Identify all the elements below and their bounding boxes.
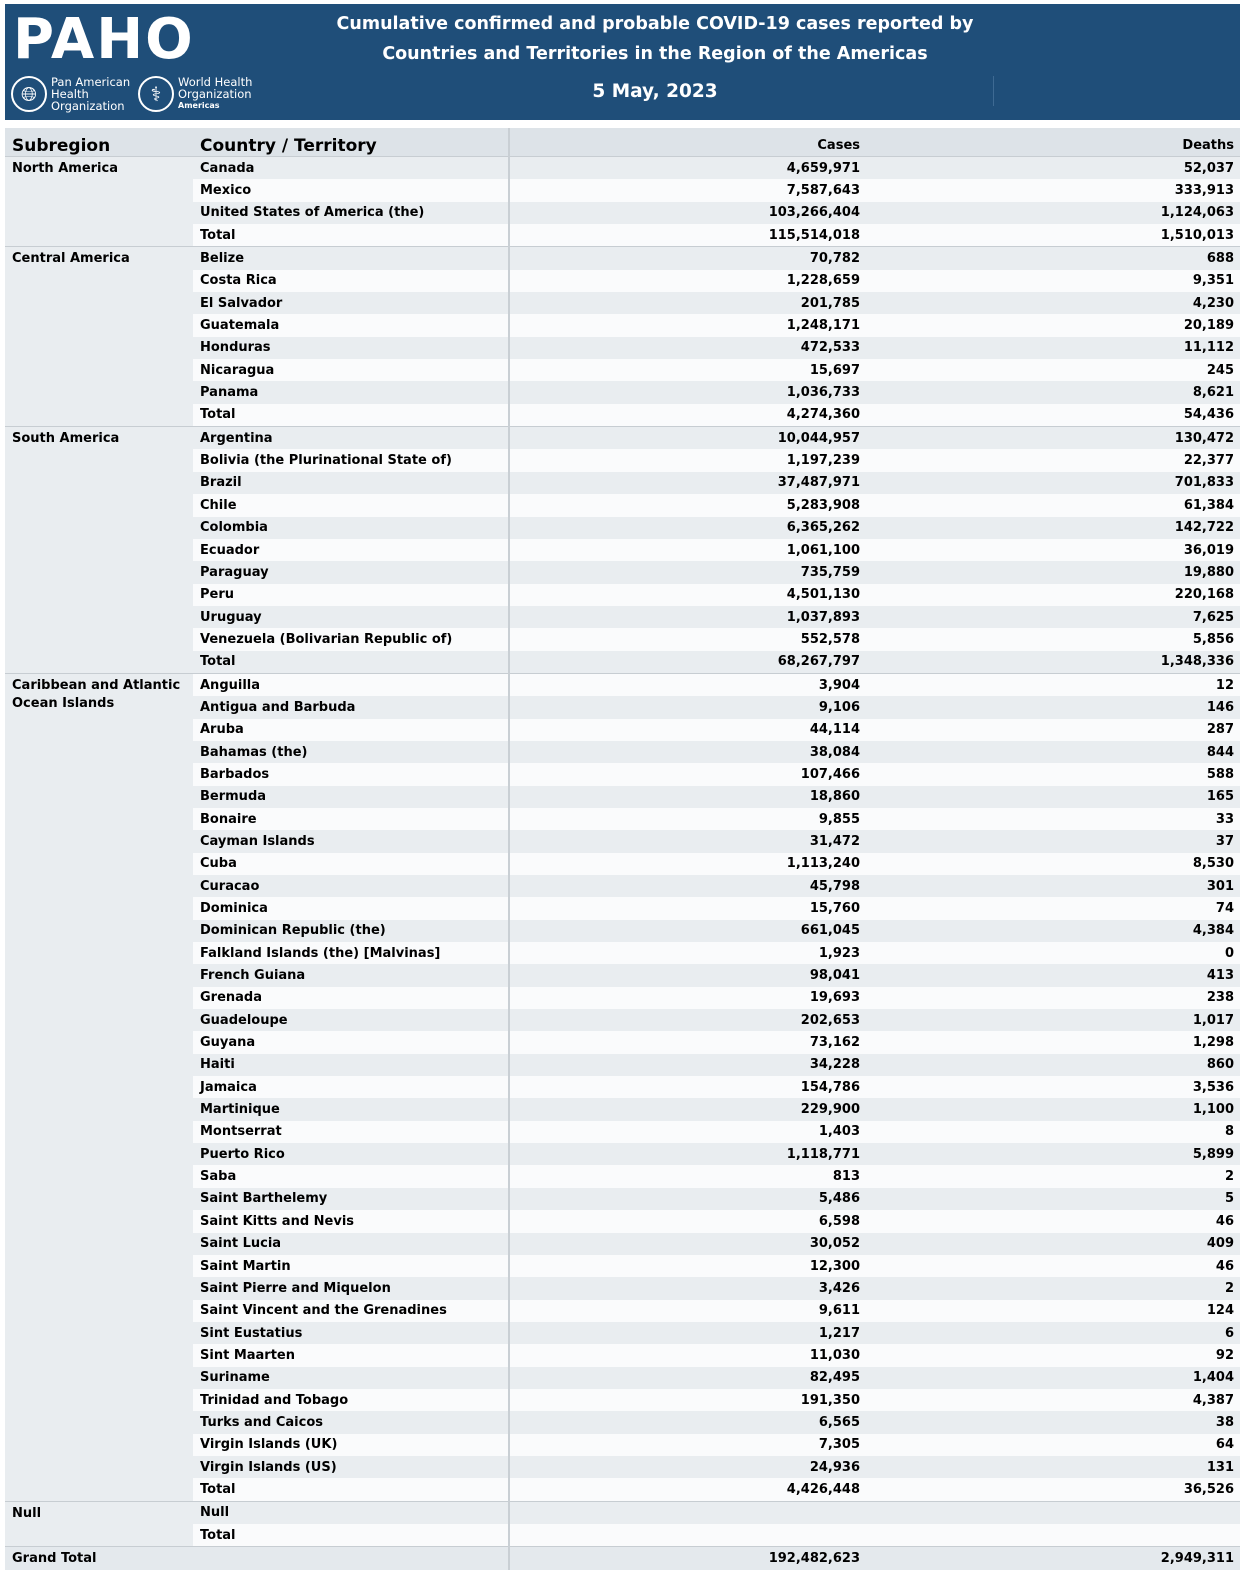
cases-cell: 4,659,971 bbox=[509, 157, 866, 180]
deaths-cell bbox=[866, 1524, 1240, 1547]
country-cell: Belize bbox=[193, 247, 509, 270]
country-cell: Jamaica bbox=[193, 1076, 509, 1098]
country-cell: Uruguay bbox=[193, 606, 509, 628]
country-cell: Turks and Caicos bbox=[193, 1411, 509, 1433]
cases-cell: 1,061,100 bbox=[509, 539, 866, 561]
country-cell: United States of America (the) bbox=[193, 202, 509, 224]
report-title-line2: Countries and Territories in the Region of the Americas bbox=[382, 44, 928, 64]
paho-org-mark bbox=[11, 76, 130, 112]
cases-cell bbox=[509, 1524, 866, 1547]
cases-cell: 9,611 bbox=[509, 1300, 866, 1322]
cases-cell: 191,350 bbox=[509, 1389, 866, 1411]
country-cell: Brazil bbox=[193, 472, 509, 494]
deaths-cell: 5,899 bbox=[866, 1143, 1240, 1165]
deaths-cell: 413 bbox=[866, 964, 1240, 986]
col-header-country[interactable]: Country / Territory bbox=[193, 128, 509, 157]
deaths-cell: 165 bbox=[866, 786, 1240, 808]
who-emblem-icon: ⚕︎ bbox=[138, 76, 174, 112]
country-cell: Barbados bbox=[193, 763, 509, 785]
cases-cell: 1,118,771 bbox=[509, 1143, 866, 1165]
deaths-cell: 146 bbox=[866, 696, 1240, 718]
deaths-cell: 1,017 bbox=[866, 1009, 1240, 1031]
country-cell: Bermuda bbox=[193, 786, 509, 808]
deaths-cell: 9,351 bbox=[866, 270, 1240, 292]
grand-total-label: Grand Total bbox=[5, 1547, 509, 1570]
deaths-cell: 54,436 bbox=[866, 404, 1240, 427]
cases-cell: 31,472 bbox=[509, 830, 866, 852]
cases-cell: 15,760 bbox=[509, 897, 866, 919]
cases-cell: 15,697 bbox=[509, 359, 866, 381]
country-cell: Bonaire bbox=[193, 808, 509, 830]
country-cell: Antigua and Barbuda bbox=[193, 696, 509, 718]
country-cell: Dominican Republic (the) bbox=[193, 920, 509, 942]
cases-cell: 1,217 bbox=[509, 1322, 866, 1344]
cases-cell: 7,587,643 bbox=[509, 179, 866, 201]
country-cell: Curacao bbox=[193, 875, 509, 897]
country-cell: Total bbox=[193, 651, 509, 674]
col-header-deaths[interactable]: Deaths bbox=[866, 128, 1240, 157]
country-cell: Haiti bbox=[193, 1054, 509, 1076]
globe-emblem-icon: 🌐︎ bbox=[11, 76, 47, 112]
deaths-cell: 4,230 bbox=[866, 292, 1240, 314]
country-cell: Grenada bbox=[193, 987, 509, 1009]
deaths-cell: 220,168 bbox=[866, 584, 1240, 606]
deaths-cell: 5 bbox=[866, 1188, 1240, 1210]
deaths-cell: 844 bbox=[866, 741, 1240, 763]
cases-cell: 813 bbox=[509, 1165, 866, 1187]
deaths-cell: 5,856 bbox=[866, 628, 1240, 650]
cases-cell: 9,855 bbox=[509, 808, 866, 830]
deaths-cell: 130,472 bbox=[866, 427, 1240, 450]
cases-cell: 5,486 bbox=[509, 1188, 866, 1210]
cases-cell: 4,426,448 bbox=[509, 1478, 866, 1501]
header-divider bbox=[993, 76, 994, 106]
deaths-cell: 64 bbox=[866, 1434, 1240, 1456]
cases-cell: 1,248,171 bbox=[509, 314, 866, 336]
cases-cell: 552,578 bbox=[509, 628, 866, 650]
country-cell: Ecuador bbox=[193, 539, 509, 561]
cases-cell: 30,052 bbox=[509, 1233, 866, 1255]
deaths-cell: 8 bbox=[866, 1121, 1240, 1143]
deaths-cell: 6 bbox=[866, 1322, 1240, 1344]
cases-cell: 661,045 bbox=[509, 920, 866, 942]
cases-cell: 6,598 bbox=[509, 1210, 866, 1232]
deaths-cell: 301 bbox=[866, 875, 1240, 897]
subregion-cell: Central America bbox=[5, 247, 193, 427]
deaths-cell: 1,510,013 bbox=[866, 224, 1240, 247]
deaths-cell: 38 bbox=[866, 1411, 1240, 1433]
cases-cell: 201,785 bbox=[509, 292, 866, 314]
cases-cell: 4,274,360 bbox=[509, 404, 866, 427]
subregion-cell: Caribbean and Atlantic Ocean Islands bbox=[5, 673, 193, 1501]
country-cell: Panama bbox=[193, 381, 509, 403]
cases-cell: 1,197,239 bbox=[509, 449, 866, 471]
cases-cell: 45,798 bbox=[509, 875, 866, 897]
deaths-cell: 4,384 bbox=[866, 920, 1240, 942]
country-cell: Venezuela (Bolivarian Republic of) bbox=[193, 628, 509, 650]
who-org-line2: Organization bbox=[178, 87, 252, 101]
grand-total-cases: 192,482,623 bbox=[509, 1547, 866, 1570]
cases-cell: 37,487,971 bbox=[509, 472, 866, 494]
header-banner bbox=[5, 4, 1240, 120]
cases-cell: 1,113,240 bbox=[509, 853, 866, 875]
table-row[interactable] bbox=[5, 427, 1240, 450]
country-cell: Total bbox=[193, 1524, 509, 1547]
country-cell: Saint Vincent and the Grenadines bbox=[193, 1300, 509, 1322]
cases-cell: 107,466 bbox=[509, 763, 866, 785]
country-cell: Colombia bbox=[193, 517, 509, 539]
cases-cell: 73,162 bbox=[509, 1031, 866, 1053]
deaths-cell: 142,722 bbox=[866, 517, 1240, 539]
deaths-cell: 409 bbox=[866, 1233, 1240, 1255]
deaths-cell: 8,530 bbox=[866, 853, 1240, 875]
deaths-cell: 74 bbox=[866, 897, 1240, 919]
country-cell: Mexico bbox=[193, 179, 509, 201]
who-org-line1: World Health bbox=[178, 75, 253, 89]
deaths-cell: 701,833 bbox=[866, 472, 1240, 494]
country-cell: Guyana bbox=[193, 1031, 509, 1053]
country-cell: Sint Eustatius bbox=[193, 1322, 509, 1344]
country-cell: Chile bbox=[193, 494, 509, 516]
deaths-cell: 1,100 bbox=[866, 1098, 1240, 1120]
cases-cell: 98,041 bbox=[509, 964, 866, 986]
cases-cell: 7,305 bbox=[509, 1434, 866, 1456]
deaths-cell: 12 bbox=[866, 673, 1240, 696]
country-cell: Null bbox=[193, 1501, 509, 1524]
table-row[interactable] bbox=[5, 673, 1240, 696]
deaths-cell: 92 bbox=[866, 1344, 1240, 1366]
cases-cell: 70,782 bbox=[509, 247, 866, 270]
subregion-cell: Null bbox=[5, 1501, 193, 1547]
cases-cell: 1,228,659 bbox=[509, 270, 866, 292]
country-cell: Guatemala bbox=[193, 314, 509, 336]
deaths-cell: 588 bbox=[866, 763, 1240, 785]
deaths-cell: 36,019 bbox=[866, 539, 1240, 561]
cases-cell: 11,030 bbox=[509, 1344, 866, 1366]
deaths-cell: 860 bbox=[866, 1054, 1240, 1076]
deaths-cell: 7,625 bbox=[866, 606, 1240, 628]
deaths-cell: 245 bbox=[866, 359, 1240, 381]
deaths-cell: 61,384 bbox=[866, 494, 1240, 516]
deaths-cell: 1,348,336 bbox=[866, 651, 1240, 674]
cases-cell: 34,228 bbox=[509, 1054, 866, 1076]
country-cell: Bahamas (the) bbox=[193, 741, 509, 763]
cases-cell: 103,266,404 bbox=[509, 202, 866, 224]
paho-logo: PAHO bbox=[13, 7, 195, 72]
deaths-cell: 4,387 bbox=[866, 1389, 1240, 1411]
col-header-subregion[interactable]: Subregion bbox=[5, 128, 193, 157]
cases-cell: 1,036,733 bbox=[509, 381, 866, 403]
col-header-cases[interactable]: Cases bbox=[509, 128, 866, 157]
country-cell: Montserrat bbox=[193, 1121, 509, 1143]
cases-cell: 1,403 bbox=[509, 1121, 866, 1143]
country-cell: Aruba bbox=[193, 719, 509, 741]
deaths-cell: 238 bbox=[866, 987, 1240, 1009]
deaths-cell: 36,526 bbox=[866, 1478, 1240, 1501]
cases-cell: 4,501,130 bbox=[509, 584, 866, 606]
country-cell: Saint Martin bbox=[193, 1255, 509, 1277]
deaths-cell: 0 bbox=[866, 942, 1240, 964]
cases-cell: 6,365,262 bbox=[509, 517, 866, 539]
cases-cell: 44,114 bbox=[509, 719, 866, 741]
deaths-cell: 2 bbox=[866, 1277, 1240, 1299]
country-cell: Canada bbox=[193, 157, 509, 180]
country-cell: Trinidad and Tobago bbox=[193, 1389, 509, 1411]
country-cell: Guadeloupe bbox=[193, 1009, 509, 1031]
deaths-cell: 46 bbox=[866, 1210, 1240, 1232]
cases-cell: 154,786 bbox=[509, 1076, 866, 1098]
country-cell: Costa Rica bbox=[193, 270, 509, 292]
cases-cell: 202,653 bbox=[509, 1009, 866, 1031]
cases-cell: 5,283,908 bbox=[509, 494, 866, 516]
who-org-line3: Americas bbox=[178, 101, 220, 110]
paho-org-name: Pan American Health Organization bbox=[51, 75, 131, 113]
country-cell: Saint Barthelemy bbox=[193, 1188, 509, 1210]
grand-total-deaths: 2,949,311 bbox=[866, 1547, 1240, 1570]
country-cell: Nicaragua bbox=[193, 359, 509, 381]
cases-cell: 12,300 bbox=[509, 1255, 866, 1277]
country-cell: Total bbox=[193, 1478, 509, 1501]
table-body bbox=[5, 157, 1240, 1570]
country-cell: El Salvador bbox=[193, 292, 509, 314]
deaths-cell: 20,189 bbox=[866, 314, 1240, 336]
country-cell: Sint Maarten bbox=[193, 1344, 509, 1366]
deaths-cell: 131 bbox=[866, 1456, 1240, 1478]
cases-cell: 3,904 bbox=[509, 673, 866, 696]
covid-cases-table bbox=[5, 128, 1240, 1570]
cases-cell: 38,084 bbox=[509, 741, 866, 763]
country-cell: Anguilla bbox=[193, 673, 509, 696]
deaths-cell: 22,377 bbox=[866, 449, 1240, 471]
cases-cell: 18,860 bbox=[509, 786, 866, 808]
cases-cell bbox=[509, 1501, 866, 1524]
table-header-row bbox=[5, 128, 1240, 157]
cases-cell: 115,514,018 bbox=[509, 224, 866, 247]
country-cell: Suriname bbox=[193, 1367, 509, 1389]
country-cell: Peru bbox=[193, 584, 509, 606]
cases-cell: 82,495 bbox=[509, 1367, 866, 1389]
cases-cell: 1,923 bbox=[509, 942, 866, 964]
deaths-cell: 3,536 bbox=[866, 1076, 1240, 1098]
country-cell: Dominica bbox=[193, 897, 509, 919]
country-cell: Saba bbox=[193, 1165, 509, 1187]
country-cell: Saint Pierre and Miquelon bbox=[193, 1277, 509, 1299]
cases-cell: 10,044,957 bbox=[509, 427, 866, 450]
subregion-cell: South America bbox=[5, 427, 193, 674]
country-cell: Honduras bbox=[193, 337, 509, 359]
cases-cell: 19,693 bbox=[509, 987, 866, 1009]
deaths-cell: 124 bbox=[866, 1300, 1240, 1322]
cases-cell: 735,759 bbox=[509, 561, 866, 583]
deaths-cell: 287 bbox=[866, 719, 1240, 741]
country-cell: Saint Kitts and Nevis bbox=[193, 1210, 509, 1232]
table-row[interactable] bbox=[5, 1501, 1240, 1524]
country-cell: Virgin Islands (US) bbox=[193, 1456, 509, 1478]
report-title-line1: Cumulative confirmed and probable COVID-19 cases reported by bbox=[336, 14, 974, 34]
country-cell: Argentina bbox=[193, 427, 509, 450]
deaths-cell: 333,913 bbox=[866, 179, 1240, 201]
deaths-cell: 52,037 bbox=[866, 157, 1240, 180]
cases-cell: 472,533 bbox=[509, 337, 866, 359]
country-cell: Total bbox=[193, 224, 509, 247]
deaths-cell: 2 bbox=[866, 1165, 1240, 1187]
who-org-name bbox=[178, 76, 252, 112]
table-row[interactable] bbox=[5, 247, 1240, 270]
country-cell: Martinique bbox=[193, 1098, 509, 1120]
grand-total-row[interactable] bbox=[5, 1547, 1240, 1570]
deaths-cell: 8,621 bbox=[866, 381, 1240, 403]
deaths-cell: 1,124,063 bbox=[866, 202, 1240, 224]
country-cell: Bolivia (the Plurinational State of) bbox=[193, 449, 509, 471]
country-cell: Paraguay bbox=[193, 561, 509, 583]
deaths-cell bbox=[866, 1501, 1240, 1524]
deaths-cell: 46 bbox=[866, 1255, 1240, 1277]
deaths-cell: 37 bbox=[866, 830, 1240, 852]
deaths-cell: 688 bbox=[866, 247, 1240, 270]
country-cell: Total bbox=[193, 404, 509, 427]
cases-cell: 24,936 bbox=[509, 1456, 866, 1478]
table-row[interactable] bbox=[5, 157, 1240, 180]
deaths-cell: 19,880 bbox=[866, 561, 1240, 583]
cases-cell: 1,037,893 bbox=[509, 606, 866, 628]
cases-cell: 3,426 bbox=[509, 1277, 866, 1299]
deaths-cell: 33 bbox=[866, 808, 1240, 830]
cases-cell: 6,565 bbox=[509, 1411, 866, 1433]
country-cell: Falkland Islands (the) [Malvinas] bbox=[193, 942, 509, 964]
country-cell: Virgin Islands (UK) bbox=[193, 1434, 509, 1456]
report-date: 5 May, 2023 bbox=[592, 81, 718, 102]
country-cell: Puerto Rico bbox=[193, 1143, 509, 1165]
deaths-cell: 1,298 bbox=[866, 1031, 1240, 1053]
subregion-cell: North America bbox=[5, 157, 193, 247]
country-cell: French Guiana bbox=[193, 964, 509, 986]
deaths-cell: 11,112 bbox=[866, 337, 1240, 359]
country-cell: Cuba bbox=[193, 853, 509, 875]
who-org-mark bbox=[138, 76, 252, 112]
cases-cell: 229,900 bbox=[509, 1098, 866, 1120]
country-cell: Saint Lucia bbox=[193, 1233, 509, 1255]
deaths-cell: 1,404 bbox=[866, 1367, 1240, 1389]
cases-cell: 68,267,797 bbox=[509, 651, 866, 674]
cases-cell: 9,106 bbox=[509, 696, 866, 718]
country-cell: Cayman Islands bbox=[193, 830, 509, 852]
